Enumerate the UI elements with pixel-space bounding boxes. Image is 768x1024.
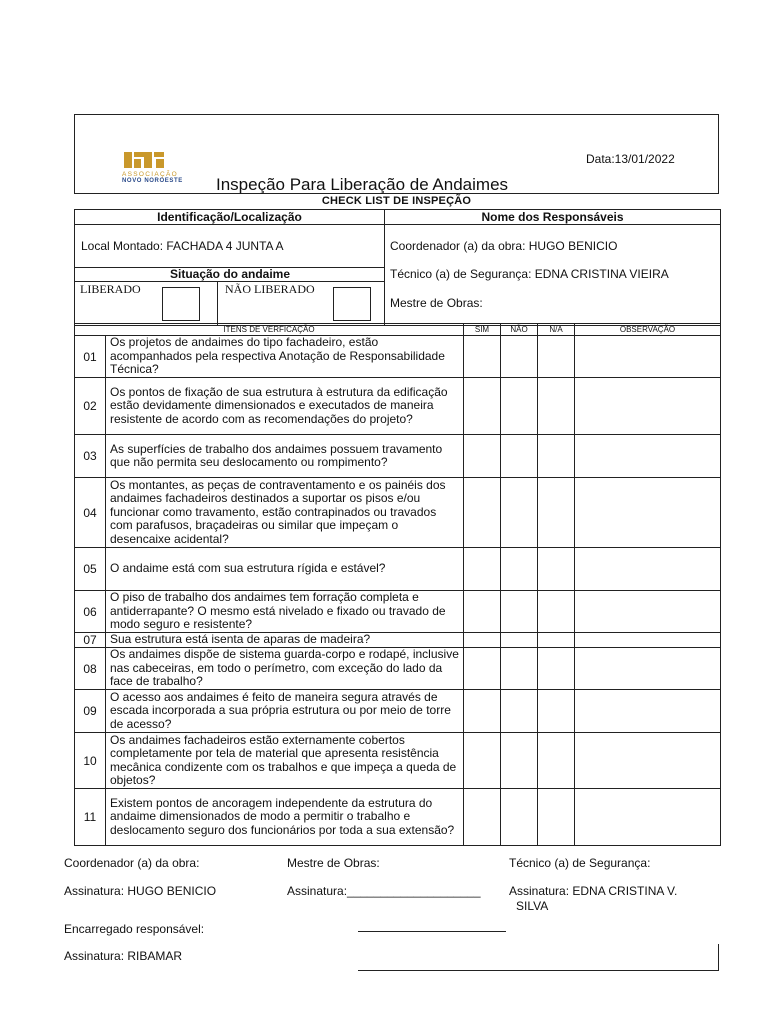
- table-row: [75, 591, 721, 633]
- coordinator-signature: Assinatura: HUGO BENICIO: [64, 884, 217, 898]
- item-number: 09: [75, 690, 106, 733]
- item-number: 06: [75, 591, 106, 633]
- no-cell[interactable]: [501, 478, 538, 548]
- status-divider: [217, 281, 218, 325]
- no-cell[interactable]: [501, 733, 538, 789]
- item-number: 01: [75, 336, 106, 378]
- no-cell[interactable]: [501, 789, 538, 846]
- identification-table: [74, 209, 721, 326]
- no-cell[interactable]: [501, 690, 538, 733]
- yes-cell[interactable]: [464, 789, 501, 846]
- inspection-date: Data:13/01/2022: [586, 152, 675, 166]
- observation-cell[interactable]: [575, 548, 721, 591]
- item-number: 10: [75, 733, 106, 789]
- yes-cell[interactable]: [464, 690, 501, 733]
- table-row: [75, 378, 721, 435]
- col-yes: SIM: [464, 324, 501, 336]
- coordinator-name: Coordenador (a) da obra: HUGO BENICIO: [390, 239, 618, 253]
- checklist-header-row: [75, 324, 721, 336]
- item-text: Os projetos de andaimes do tipo fachadeiro, estão acompanhados pela respectiva Anotação de Responsabilidade Técnica?: [106, 336, 464, 378]
- no-cell[interactable]: [501, 336, 538, 378]
- tech-label: Técnico (a) de Segurança:: [509, 856, 651, 870]
- na-cell[interactable]: [538, 648, 575, 690]
- yes-cell[interactable]: [464, 591, 501, 633]
- item-text: Existem pontos de ancoragem independente da estrutura do andaime dimensionados de modo a permitir o trabalho e deslocamento seguro dos funcionários por toda a sua extensão?: [106, 789, 464, 846]
- table-row: [75, 789, 721, 846]
- item-number: 11: [75, 789, 106, 846]
- observation-cell[interactable]: [575, 435, 721, 478]
- observation-cell[interactable]: [575, 733, 721, 789]
- no-cell[interactable]: [501, 648, 538, 690]
- table-row: [75, 733, 721, 789]
- svg-text:ASSOCIAÇÃO: ASSOCIAÇÃO: [122, 171, 178, 178]
- item-text: O acesso aos andaimes é feito de maneira segura através de escada incorporada a sua própria estrutura ou por meio de torre de acesso?: [106, 690, 464, 733]
- item-number: 07: [75, 633, 106, 648]
- identification-cell: [75, 225, 385, 326]
- released-checkbox[interactable]: [162, 287, 200, 321]
- item-text: Os andaimes fachadeiros estão externamente cobertos completamente por tela de material que apresenta resistência mecânica condizente com os trabalhos e que impeça a queda de objetos?: [106, 733, 464, 789]
- not-released-checkbox[interactable]: [333, 287, 371, 321]
- table-row: [75, 633, 721, 648]
- na-cell[interactable]: [538, 435, 575, 478]
- item-text: Os pontos de fixação de sua estrutura à estrutura da edificação estão devidamente dimensionados e executados de maneira resistente de acordo com as recomendações do projeto?: [106, 378, 464, 435]
- status-heading: Situação do andaime: [75, 267, 385, 282]
- table-row: [75, 435, 721, 478]
- item-text: As superfícies de trabalho dos andaimes possuem travamento que não permita seu deslocamento ou rompimento?: [106, 435, 464, 478]
- observation-cell[interactable]: [575, 789, 721, 846]
- tech-signature-cont: SILVA: [516, 899, 549, 913]
- na-cell[interactable]: [538, 633, 575, 648]
- col-observation: OBSERVAÇÃO: [575, 324, 721, 336]
- responsibles-heading: Nome dos Responsáveis: [385, 210, 721, 225]
- item-text: O andaime está com sua estrutura rígida e estável?: [106, 548, 464, 591]
- page-title: Inspeção Para Liberação de Andaimes: [216, 175, 509, 194]
- bottom-signature-line: [358, 970, 719, 971]
- observation-cell[interactable]: [575, 378, 721, 435]
- observation-cell[interactable]: [575, 591, 721, 633]
- no-cell[interactable]: [501, 591, 538, 633]
- yes-cell[interactable]: [464, 435, 501, 478]
- na-cell[interactable]: [538, 690, 575, 733]
- checklist-table: [74, 323, 721, 846]
- col-no: NÃO: [501, 324, 538, 336]
- responsibles-cell: [385, 225, 721, 326]
- item-number: 04: [75, 478, 106, 548]
- table-row: [75, 648, 721, 690]
- observation-cell[interactable]: [575, 633, 721, 648]
- table-row: [75, 478, 721, 548]
- foreman-signature: Assinatura:____________________: [287, 884, 481, 898]
- na-cell[interactable]: [538, 478, 575, 548]
- na-cell[interactable]: [538, 378, 575, 435]
- not-released-label: NÃO LIBERADO: [225, 282, 315, 296]
- no-cell[interactable]: [501, 548, 538, 591]
- supervisor-label: Encarregado responsável:: [64, 922, 205, 936]
- item-number: 02: [75, 378, 106, 435]
- no-cell[interactable]: [501, 633, 538, 648]
- yes-cell[interactable]: [464, 478, 501, 548]
- foreman-name: Mestre de Obras:: [390, 296, 483, 310]
- identification-heading: Identificação/Localização: [75, 210, 385, 225]
- yes-cell[interactable]: [464, 633, 501, 648]
- no-cell[interactable]: [501, 378, 538, 435]
- safety-tech-name: Técnico (a) de Segurança: EDNA CRISTINA VIEIRA: [390, 267, 669, 281]
- item-text: Sua estrutura está isenta de aparas de madeira?: [106, 633, 464, 648]
- table-row: [75, 548, 721, 591]
- bottom-line-tick: [718, 944, 719, 971]
- coordinator-label: Coordenador (a) da obra:: [64, 856, 200, 870]
- foreman-label: Mestre de Obras:: [287, 856, 380, 870]
- item-number: 03: [75, 435, 106, 478]
- item-text: Os montantes, as peças de contraventamento e os painéis dos andaimes fachadeiros destinados a suportar os pisos e/ou funcionar como travamento, estão contrapinados ou travados com parafusos, braçadeiras ou similar que impeçam o desencaixe acidental?: [106, 478, 464, 548]
- no-cell[interactable]: [501, 435, 538, 478]
- observation-cell[interactable]: [575, 648, 721, 690]
- na-cell[interactable]: [538, 336, 575, 378]
- supervisor-signature-line: [358, 931, 506, 932]
- table-row: [75, 336, 721, 378]
- na-cell[interactable]: [538, 789, 575, 846]
- col-na: N/A: [538, 324, 575, 336]
- checklist-subtitle: CHECK LIST DE INSPEÇÃO: [321, 195, 472, 207]
- yes-cell[interactable]: [464, 378, 501, 435]
- released-label: LIBERADO: [80, 282, 141, 296]
- yes-cell[interactable]: [464, 548, 501, 591]
- item-text: Os andaimes dispõe de sistema guarda-corpo e rodapé, inclusive nas cabeceiras, em todo o perímetro, com exceção do lado da face de trabalho?: [106, 648, 464, 690]
- observation-cell[interactable]: [575, 478, 721, 548]
- col-items: ITENS DE VERFICAÇÃO: [75, 324, 464, 336]
- supervisor-signature: Assinatura: RIBAMAR: [64, 949, 183, 963]
- na-cell[interactable]: [538, 591, 575, 633]
- na-cell[interactable]: [538, 548, 575, 591]
- location-text: Local Montado: FACHADA 4 JUNTA A: [81, 239, 284, 253]
- na-cell[interactable]: [538, 733, 575, 789]
- observation-cell[interactable]: [575, 690, 721, 733]
- observation-cell[interactable]: [575, 336, 721, 378]
- yes-cell[interactable]: [464, 336, 501, 378]
- tech-signature: Assinatura: EDNA CRISTINA V.: [509, 884, 678, 898]
- svg-text:NOVO NOROESTE: NOVO NOROESTE: [122, 178, 183, 184]
- item-number: 05: [75, 548, 106, 591]
- yes-cell[interactable]: [464, 733, 501, 789]
- table-row: [75, 690, 721, 733]
- association-logo: [120, 150, 200, 184]
- item-number: 08: [75, 648, 106, 690]
- yes-cell[interactable]: [464, 648, 501, 690]
- item-text: O piso de trabalho dos andaimes tem forração completa e antiderrapante? O mesmo está nivelado e fixado ou travado de modo seguro e resistente?: [106, 591, 464, 633]
